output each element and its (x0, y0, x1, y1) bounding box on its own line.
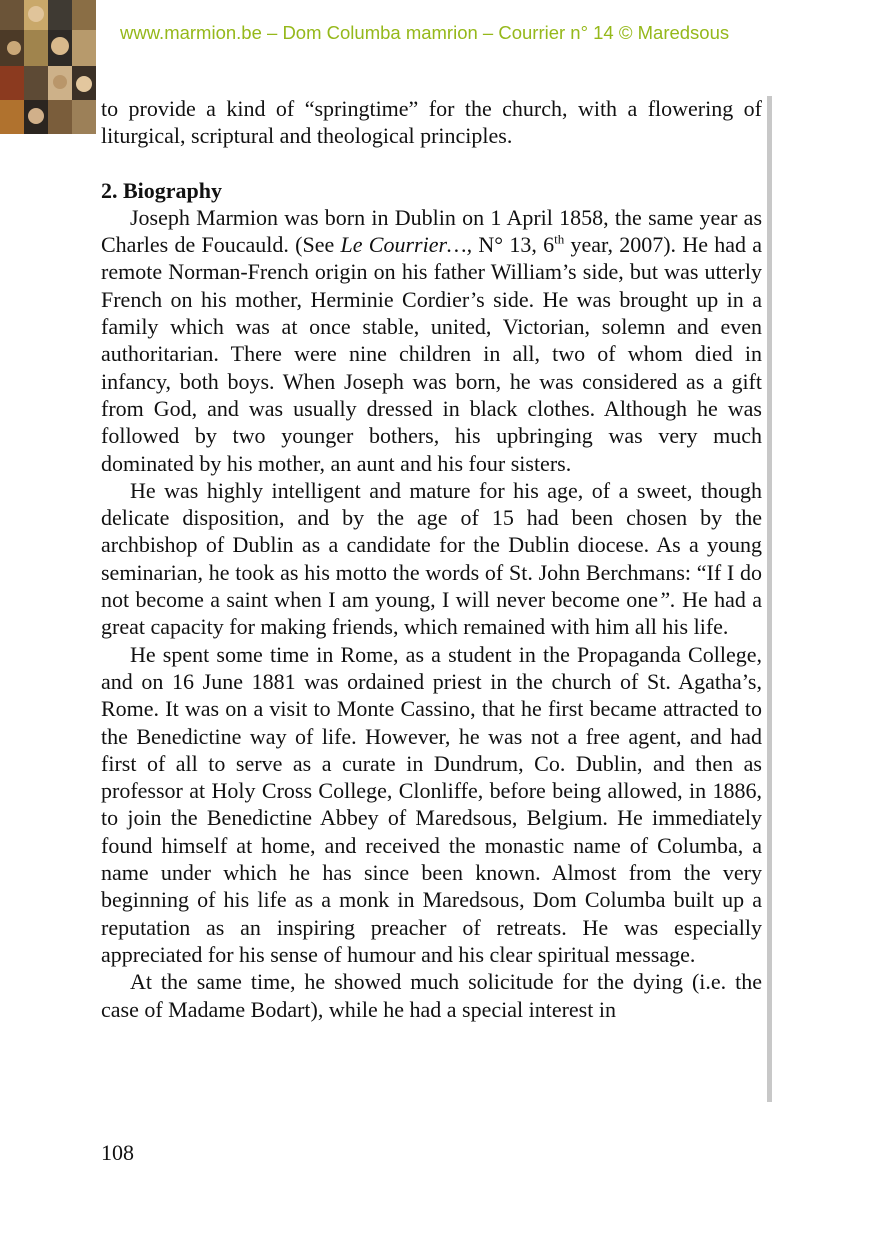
page-body (101, 95, 762, 1023)
header-website-link[interactable]: www.marmion.be – Dom Columba mamrion – Courrier n° 14 © Maredsous (120, 22, 730, 43)
p1-text-b: N° 13, 6 (472, 232, 555, 258)
p1-text-c: year, 2007). He had a remote Norman-French origin on his father William’s side, but was utterly French on his mother, Herminie Cordier’s side. He was brought up in a family which was at once stable, united, Victorian, solemn and even authoritarian. There were nine children in all, two of whom died in infancy, both boys. When Joseph was born, he was considered as a gift from God, and was usually dressed in black clothes. Although he was followed by two younger bothers, his upbringing was very much dominated by his mother, an aunt and his four sisters. (101, 232, 763, 476)
portrait-collage-image (0, 0, 96, 134)
margin-change-bar (767, 96, 772, 1102)
p1-italic-title: Le Courrier…, (340, 232, 473, 258)
section-heading: 2. Biography (101, 177, 223, 203)
biography-paragraph-4: At the same time, he showed much solicitude for the dying (i.e. the case of Madame Bodart), while he had a special interest in (101, 969, 762, 1022)
paragraph-spacer (101, 150, 762, 177)
biography-paragraph-1 (101, 204, 762, 477)
biography-paragraph-2 (101, 477, 762, 641)
p1-superscript: th (554, 231, 565, 247)
header-portrait-collage (0, 0, 96, 134)
p2-italic-quote-end: ”. (658, 587, 676, 613)
p2-text-a: He was highly intelligent and mature for his age, of a sweet, though delicate disposition, and by the age of 15 had been chosen by the archbishop of Dublin as a candidate for the Dublin diocese. As a young seminarian, he took as his motto the words of St. John Berchmans: “If I do not become a saint when I am young, I will never become one (101, 477, 762, 613)
page-number: 108 (101, 1140, 134, 1165)
intro-continuation-paragraph: to provide a kind of “springtime” for the church, with a flowering of liturgical, scriptural and theological principles. (101, 96, 762, 149)
p1-text-a: Joseph Marmion was born in Dublin on 1 April 1858, the same year as Charles de Foucauld. (See (101, 204, 762, 258)
p2-text-b: He had a great capacity for making friends, which remained with him all his life. (101, 587, 762, 640)
biography-paragraph-3: He spent some time in Rome, as a student in the Propaganda College, and on 16 June 1881 was ordained priest in the church of St. Agatha’s, Rome. It was on a visit to Monte Cassino, that he first became attracted to the Benedictine way of life. However, he was not a free agent, and had first of all to serve as a curate in Dundrum, Co. Dublin, and then as professor at Holy Cross College, Clonliffe, before being allowed, in 1886, to join the Benedictine Abbey of Maredsous, Belgium. He immediately found himself at home, and received the monastic name of Columba, a name under which he has since been known. Almost from the very beginning of his life as a monk in Maredsous, Dom Columba built up a reputation as an inspiring preacher of retreats. He was especially appreciated for his sense of humour and his clear spiritual message. (101, 641, 762, 967)
